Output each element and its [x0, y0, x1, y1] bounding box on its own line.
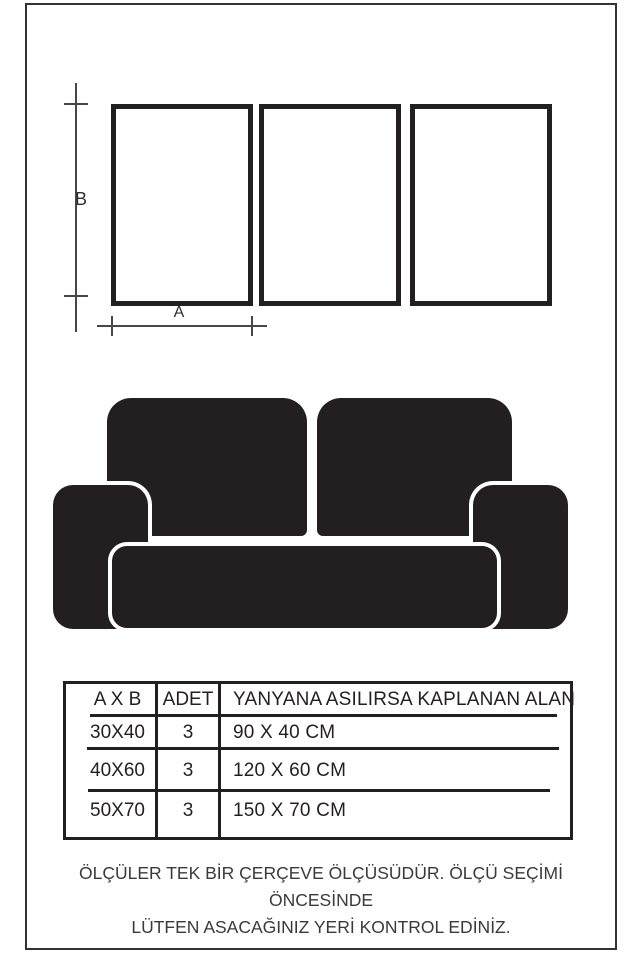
- table-header-alan: YANYANA ASILIRSA KAPLANAN ALAN: [233, 689, 576, 710]
- footer-note: [25, 860, 617, 941]
- table-cell-area: 120 X 60 CM: [233, 760, 347, 781]
- table-header-axb: A X B: [93, 689, 142, 710]
- table-column-divider-2: [218, 684, 221, 837]
- footer-note-line1: ÖLÇÜLER TEK BİR ÇERÇEVE ÖLÇÜSÜDÜR. ÖLÇÜ SEÇİMİ ÖNCESİNDE: [79, 863, 563, 910]
- table-header-adet: ADET: [162, 689, 214, 710]
- sofa-seat-icon: [112, 546, 497, 628]
- table-cell-size: 30X40: [90, 722, 145, 743]
- frame-1: [111, 104, 253, 306]
- dimension-a-line: [97, 325, 267, 327]
- table-cell-size: 40X60: [90, 760, 145, 781]
- dimension-b-tick-bottom: [64, 295, 88, 297]
- table-cell-area: 150 X 70 CM: [233, 800, 347, 821]
- dimension-a-tick-right: [251, 316, 253, 336]
- table-cell-size: 50X70: [90, 800, 145, 821]
- size-table: [63, 681, 576, 840]
- footer-note-line2: LÜTFEN ASACAĞINIZ YERİ KONTROL EDİNİZ.: [131, 917, 511, 937]
- table-row-divider-2: [87, 747, 559, 750]
- table-cell-area: 90 X 40 CM: [233, 722, 336, 743]
- table-cell-quantity: 3: [182, 722, 194, 743]
- dimension-a-label: A: [173, 304, 185, 321]
- frame-3: [410, 104, 552, 306]
- dimension-a-tick-left: [111, 316, 113, 336]
- table-cell-quantity: 3: [182, 760, 194, 781]
- table-cell-quantity: 3: [182, 800, 194, 821]
- table-row-divider-3: [88, 789, 550, 792]
- frame-2: [259, 104, 401, 306]
- table-row-divider-1: [90, 714, 557, 717]
- dimension-b-label: B: [74, 189, 87, 209]
- dimension-b-tick-top: [64, 103, 88, 105]
